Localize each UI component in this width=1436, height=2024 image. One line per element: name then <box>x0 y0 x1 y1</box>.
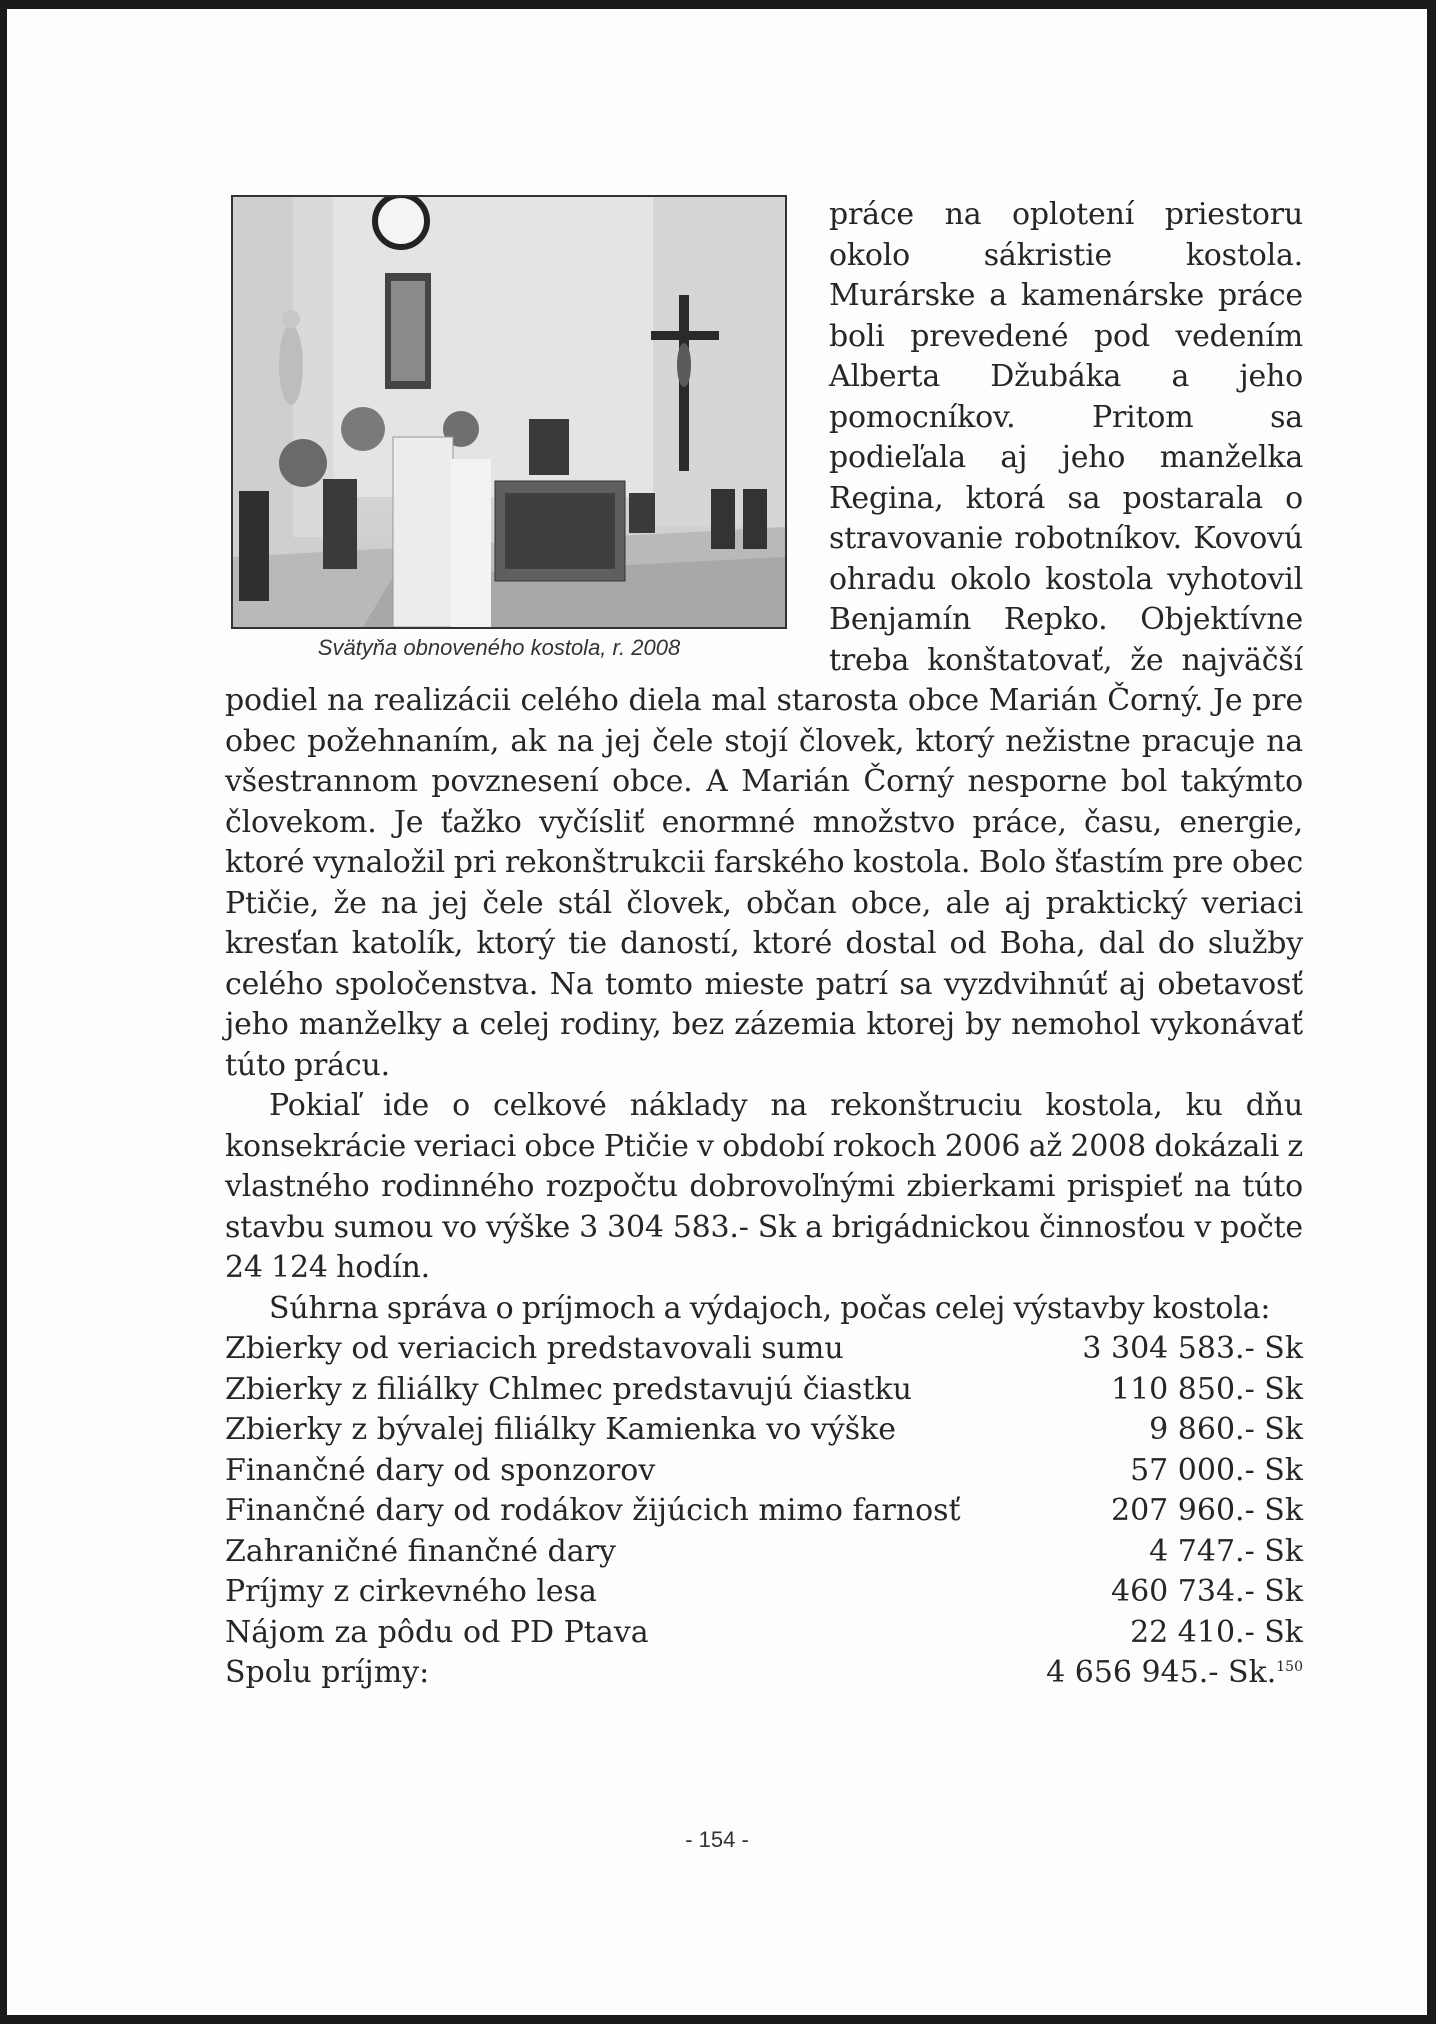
income-summary-table <box>225 1329 1303 1694</box>
total-amount-cell <box>1024 1653 1303 1694</box>
row-amount: 22 410.- Sk <box>1130 1614 1303 1650</box>
row-label: Finančné dary od sponzorov <box>225 1452 656 1488</box>
footnote-marker: 150 <box>1276 1659 1303 1675</box>
total-amount: 4 656 945.- Sk. <box>1046 1655 1277 1690</box>
row-label: Zahraničné finančné dary <box>225 1533 616 1569</box>
figure <box>231 195 787 661</box>
row-label: Finančné dary od rodákov žijúcich mimo farnosť <box>225 1493 961 1528</box>
row-amount: 110 850.- Sk <box>1111 1371 1303 1407</box>
church-sanctuary-illustration <box>233 197 785 627</box>
figure-caption: Svätyňa obnoveného kostola, r. 2008 <box>317 635 681 660</box>
table-row <box>225 1370 1303 1411</box>
row-label: Zbierky od veriacich predstavovali sumu <box>225 1331 844 1366</box>
row-amount: 9 860.- Sk <box>1149 1412 1303 1447</box>
row-label: Zbierky z bývalej filiálky Kamienka vo výške <box>225 1412 897 1447</box>
church-sanctuary-photo <box>231 195 787 629</box>
table-row <box>225 1613 1303 1654</box>
row-label: Nájom za pôdu od PD Ptava <box>225 1614 649 1650</box>
paragraph-1: práce na oplotení priestoru okolo sákristie kostola. Murárske a kamenárske práce boli prevedené pod vedením Alberta Džubáka a jeho pomocníkov. Pritom sa podieľala aj jeho manželka Regina, ktorá sa postarala o stravovanie robotníkov. Kovovú ohradu okolo kostola vyhotovil Benjamín Repko. Objektívne treba konštatovať, že najväčší podiel na realizácii celého diela mal starosta obce Marián Čorný. Je pre obec požehnaním, ak na jej čele stojí človek, ktorý nežistne pracuje na všestrannom povznesení obce. A Marián Čorný nesporne bol takýmto človekom. Je ťažko vyčísliť enormné množstvo práce, času, energie, ktoré vynaložil pri rekonštrukcii farského kostola. Bolo šťastím pre obec Ptičie, že na jej čele stál človek, občan obce, ale aj praktický veriaci kresťan katolík, ktorý tie daností, ktoré dostal od Boha, dal do služby celého spoločenstva. Na tomto mieste patrí sa vyzdvihnúť aj obetavosť jeho manželky a celej rodiny, bez zázemia ktorej by nemohol vykonávať túto prácu. <box>225 197 1303 1083</box>
table-row <box>225 1451 1303 1492</box>
paragraph-2: Pokiaľ ide o celkové náklady na rekonštruciu kostola, ku dňu konsekrácie veriaci obce Ptičie v období rokoch 2006 až 2008 dokázali z vlastného rodinného rozpočtu dobrovoľnými zbierkami prispieť na túto stavbu sumou vo výške 3 304 583.- Sk a brigádnickou činnosťou v počte 24 124 hodín. <box>225 1088 1303 1285</box>
row-amount: 57 000.- Sk <box>1130 1452 1303 1488</box>
table-row <box>225 1410 1303 1451</box>
row-amount: 207 960.- Sk <box>1111 1493 1303 1528</box>
row-amount: 4 747.- Sk <box>1149 1533 1303 1569</box>
page-number: - 154 - <box>685 1827 749 1852</box>
row-amount: 460 734.- Sk <box>1111 1574 1303 1609</box>
total-row <box>225 1653 1303 1694</box>
document-page <box>7 9 1427 2015</box>
table-row <box>225 1572 1303 1613</box>
row-amount: 3 304 583.- Sk <box>1082 1331 1303 1366</box>
table-row <box>225 1329 1303 1370</box>
row-label: Zbierky z filiálky Chlmec predstavujú čiastku <box>225 1371 912 1407</box>
page-content <box>225 195 1303 1694</box>
paragraph-3: Súhrna správa o príjmoch a výdajoch, počas celej výstavby kostola: <box>269 1290 1271 1326</box>
row-label: Príjmy z cirkevného lesa <box>225 1574 597 1609</box>
table-row <box>225 1491 1303 1532</box>
table-row <box>225 1532 1303 1573</box>
total-label: Spolu príjmy: <box>225 1655 430 1690</box>
